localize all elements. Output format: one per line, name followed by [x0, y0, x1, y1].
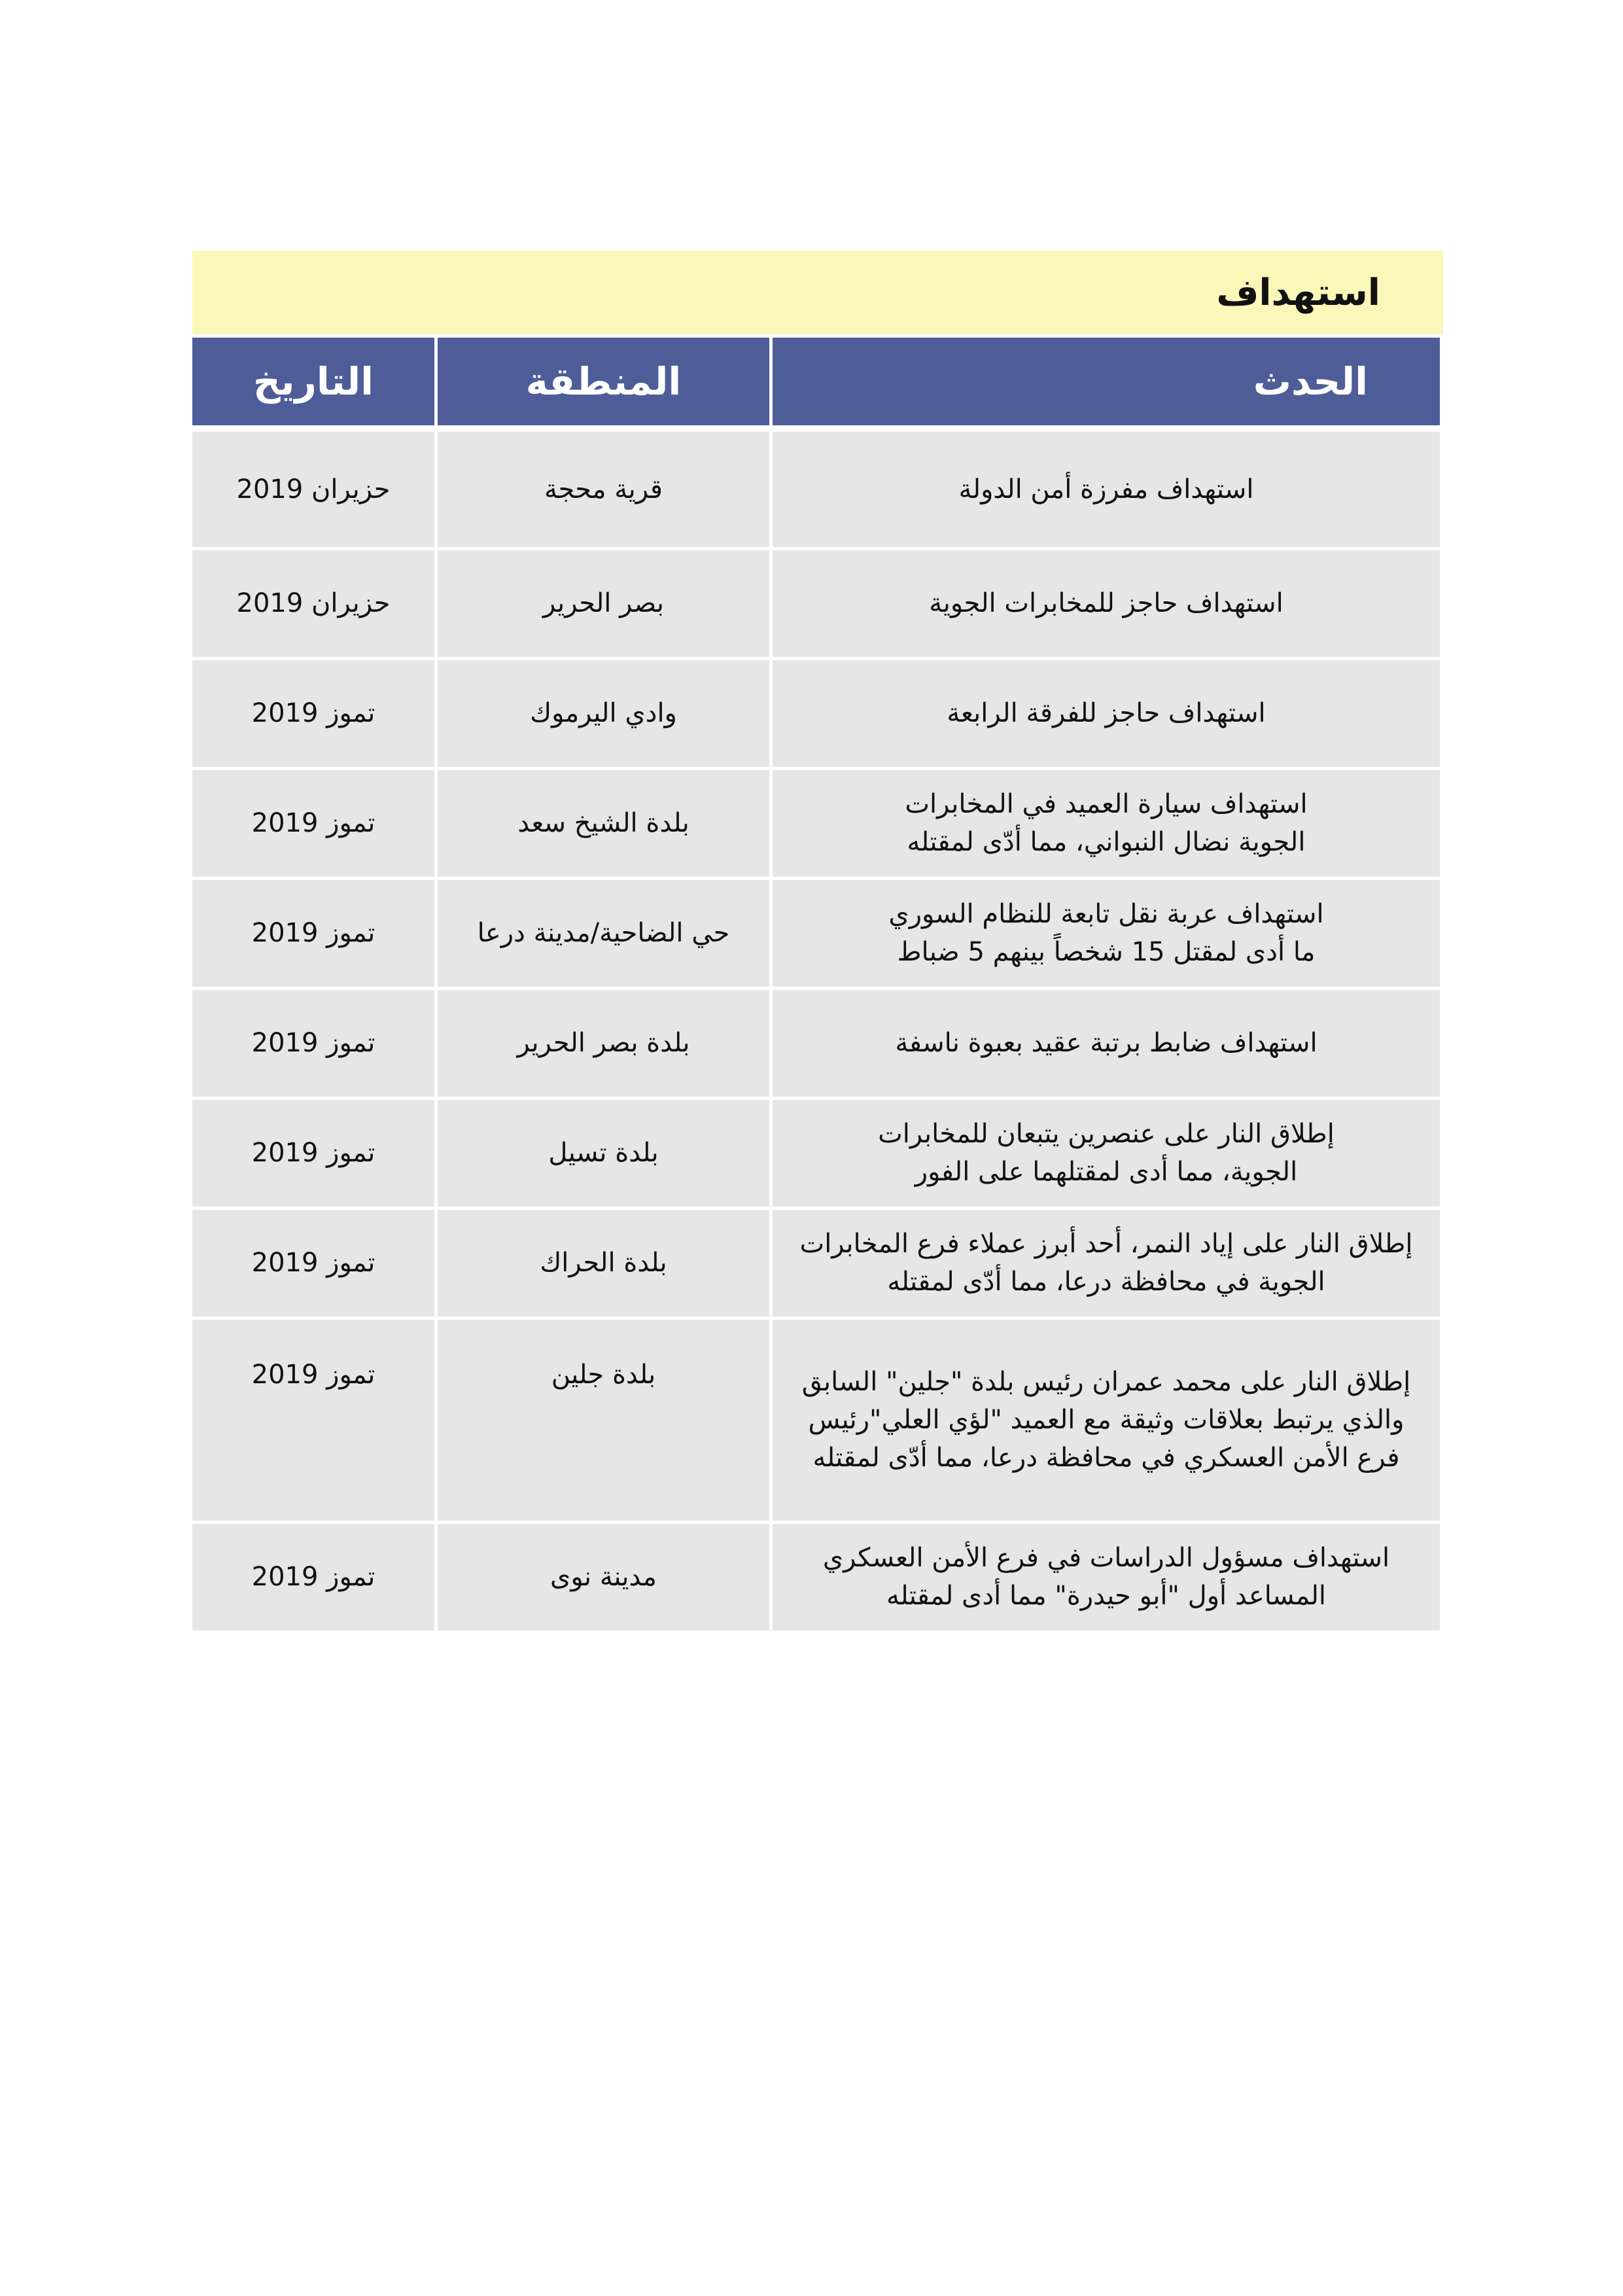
table-row: [191, 1318, 1442, 1522]
event-cell: [771, 1208, 1442, 1318]
event-line: والذي يرتبط بعلاقات وثيقة مع العميد "لؤي العلي"رئيس: [808, 1405, 1405, 1435]
section-title: استهداف: [1216, 271, 1380, 314]
date-cell: تموز 2019: [191, 988, 436, 1098]
header-date: التاريخ: [191, 336, 436, 429]
table-row: [191, 1098, 1442, 1208]
event-line: ما أدى لمقتل 15 شخصاً بينهم 5 ضباط: [897, 937, 1316, 967]
event-cell: [771, 1318, 1442, 1522]
event-line: المساعد أول "أبو حيدرة" مما أدى لمقتله: [886, 1581, 1326, 1611]
event-line: الجوية نضال النبواني، مما أدّى لمقتله: [907, 827, 1306, 857]
event-line: الجوية في محافظة درعا، مما أدّى لمقتله: [887, 1267, 1325, 1297]
region-cell: بلدة تسيل: [436, 1098, 771, 1208]
event-cell: [771, 878, 1442, 988]
event-cell: [771, 988, 1442, 1098]
event-line: فرع الأمن العسكري في محافظة درعا، مما أدّى لمقتله: [812, 1443, 1400, 1473]
incidents-table: [189, 334, 1443, 1634]
table-row: [191, 429, 1442, 548]
table-row: [191, 1522, 1442, 1632]
event-line: استهداف ضابط برتبة عقيد بعبوة ناسفة: [895, 1028, 1318, 1058]
region-cell: بلدة بصر الحرير: [436, 988, 771, 1098]
region-cell: بصر الحرير: [436, 548, 771, 658]
header-event: الحدث: [771, 336, 1442, 429]
table-row: [191, 548, 1442, 658]
region-cell: بلدة جلين: [436, 1318, 771, 1522]
date-cell: تموز 2019: [191, 1208, 436, 1318]
event-cell: [771, 768, 1442, 878]
region-cell: قرية محجة: [436, 429, 771, 548]
event-line: استهداف مسؤول الدراسات في فرع الأمن العسكري: [822, 1543, 1390, 1573]
table-row: [191, 878, 1442, 988]
event-cell: [771, 548, 1442, 658]
event-line: إطلاق النار على عنصرين يتبعان للمخابرات: [878, 1119, 1335, 1149]
event-line: إطلاق النار على إياد النمر، أحد أبرز عملاء فرع المخابرات: [799, 1229, 1413, 1259]
date-cell: تموز 2019: [191, 1098, 436, 1208]
event-line: استهداف حاجز للفرقة الرابعة: [947, 698, 1266, 728]
event-cell: [771, 658, 1442, 768]
table-row: [191, 1208, 1442, 1318]
event-cell: [771, 429, 1442, 548]
region-cell: بلدة الحراك: [436, 1208, 771, 1318]
event-line: استهداف مفرزة أمن الدولة: [958, 474, 1254, 504]
header-region: المنطقة: [436, 336, 771, 429]
date-cell: حزيران 2019: [191, 429, 436, 548]
table-row: [191, 768, 1442, 878]
event-line: استهداف حاجز للمخابرات الجوية: [929, 588, 1283, 618]
event-cell: [771, 1522, 1442, 1632]
date-cell: تموز 2019: [191, 1522, 436, 1632]
incidents-table-section: [192, 251, 1443, 1634]
event-cell: [771, 1098, 1442, 1208]
event-line: إطلاق النار على محمد عمران رئيس بلدة "جلين" السابق: [801, 1367, 1411, 1397]
region-cell: وادي اليرموك: [436, 658, 771, 768]
table-row: [191, 988, 1442, 1098]
region-cell: حي الضاحية/مدينة درعا: [436, 878, 771, 988]
date-cell: تموز 2019: [191, 768, 436, 878]
date-cell: تموز 2019: [191, 658, 436, 768]
date-cell: تموز 2019: [191, 878, 436, 988]
event-line: الجوية، مما أدى لمقتلهما على الفور: [915, 1157, 1298, 1187]
event-line: استهداف سيارة العميد في المخابرات: [905, 789, 1308, 819]
event-line: استهداف عربة نقل تابعة للنظام السوري: [888, 899, 1324, 929]
date-cell: تموز 2019: [191, 1318, 436, 1522]
table-row: [191, 658, 1442, 768]
region-cell: بلدة الشيخ سعد: [436, 768, 771, 878]
section-title-bar: [192, 251, 1443, 334]
table-header-row: [191, 336, 1442, 429]
region-cell: مدينة نوى: [436, 1522, 771, 1632]
date-cell: حزيران 2019: [191, 548, 436, 658]
